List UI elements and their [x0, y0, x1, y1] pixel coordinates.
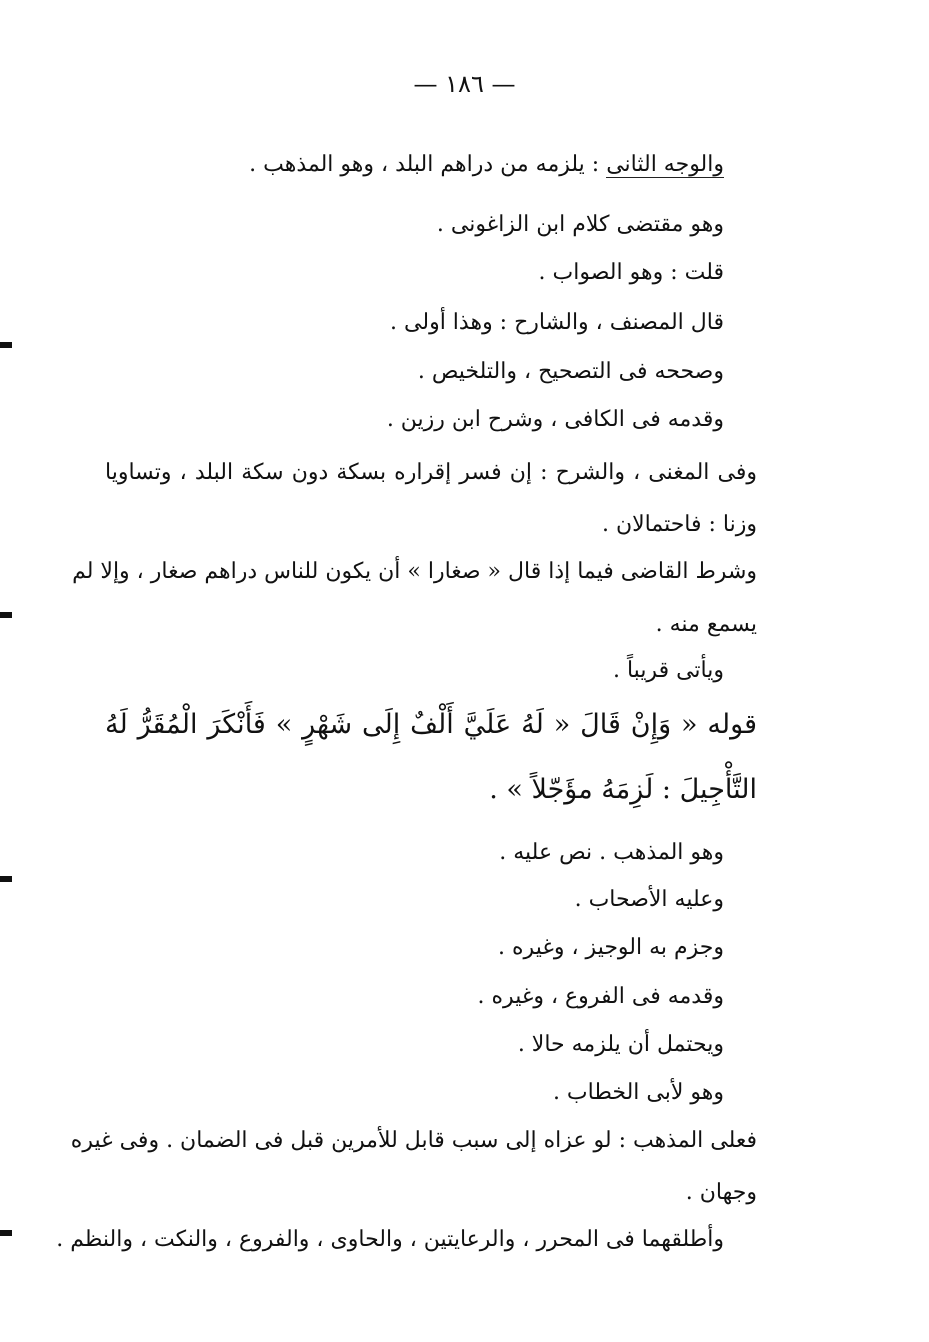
text-line-15: وعليه الأصحاب .: [574, 887, 724, 912]
text-line-14: وهو المذهب . نص عليه .: [499, 840, 724, 865]
text-line-2: وهو مقتضى كلام ابن الزاغونى .: [436, 212, 724, 237]
text-line-1-rest: : يلزمه من دراهم البلد ، وهو المذهب .: [249, 152, 607, 177]
text-line-22: وأطلقهما فى المحرر ، والرعايتين ، والحاوى ، والفروع ، والنكت ، والنظم .: [56, 1227, 724, 1252]
text-line-21: وجهان .: [685, 1180, 757, 1205]
text-line-3: قلت : وهو الصواب .: [538, 260, 724, 285]
text-line-17: وقدمه فى الفروع ، وغيره .: [477, 984, 724, 1009]
scan-edge-mark: [0, 876, 12, 882]
text-line-10: يسمع منه .: [655, 612, 757, 637]
quoted-matn-line-1: قوله « وَإِنْ قَالَ « لَهُ عَلَيَّ أَلْفٌ إِلَى شَهْرٍ » فَأَنْكَرَ الْمُقَرُّ لَهُ: [105, 709, 757, 740]
text-line-18: ويحتمل أن يلزمه حالا .: [517, 1032, 724, 1057]
text-line-20: فعلى المذهب : لو عزاه إلى سبب قابل للأمرين قبل فى الضمان . وفى غيره: [70, 1128, 757, 1153]
scan-edge-mark: [0, 342, 12, 348]
text-line-9: وشرط القاضى فيما إذا قال « صغارا » أن يكون للناس دراهم صغار ، وإلا لم: [72, 559, 757, 584]
scan-edge-mark: [0, 1230, 12, 1236]
text-line-19: وهو لأبى الخطاب .: [552, 1080, 724, 1105]
text-line-6: وقدمه فى الكافى ، وشرح ابن رزين .: [386, 407, 724, 432]
text-line-16: وجزم به الوجيز ، وغيره .: [498, 935, 724, 960]
text-line-5: وصححه فى التصحيح ، والتلخيص .: [417, 359, 724, 384]
text-line-8: وزنا : فاحتمالان .: [601, 512, 757, 537]
text-line-11: ويأتى قريباً .: [612, 658, 724, 683]
page-number: — ١٨٦ —: [413, 70, 516, 98]
underlined-heading: والوجه الثانى: [606, 152, 724, 177]
quoted-matn-line-2: التَّأْجِيلَ : لَزِمَهُ مؤَجّلاً » .: [489, 774, 757, 805]
text-line-4: قال المصنف ، والشارح : وهذا أولى .: [390, 310, 724, 335]
text-line-1: [249, 150, 724, 180]
scan-edge-mark: [0, 612, 12, 618]
text-line-7: وفى المغنى ، والشرح : إن فسر إقراره بسكة دون سكة البلد ، وتساويا: [105, 460, 757, 485]
